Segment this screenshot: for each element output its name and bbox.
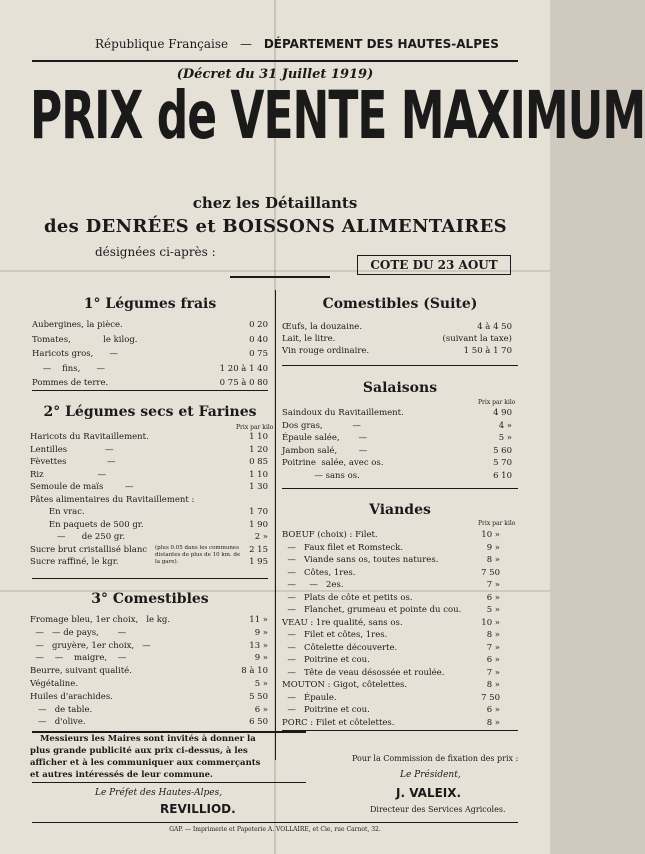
comestible-row	[30, 705, 268, 718]
viande-row	[282, 580, 500, 593]
viande-label: — Côtelette découverte.	[282, 642, 398, 653]
comestible-label: — de table.	[30, 704, 93, 715]
comestible-price: 8 à 10	[241, 666, 268, 677]
comestible-label: Fromage bleu, 1er choix, le kg.	[30, 615, 171, 625]
legume-sec-label: En vrac.	[30, 507, 85, 517]
comestible-price: 9 »	[254, 627, 268, 638]
legume-sec-price: 0 85	[249, 457, 268, 467]
viande-price: 8 »	[486, 717, 500, 728]
comestible-price: 5 »	[254, 679, 268, 689]
legume-sec-label: Sucre raffiné, le kgr.	[30, 557, 119, 567]
legume-sec-label: — de 250 gr.	[30, 532, 126, 542]
legume-sec-row	[30, 507, 268, 520]
comestible-label: — d'olive.	[30, 717, 86, 728]
prefect-role: Le Préfet des Hautes-Alpes,	[95, 788, 223, 798]
legume-frais-price: 1 20 à 1 40	[219, 363, 268, 374]
legume-frais-row	[32, 364, 268, 379]
comestible-suite-price: 4 à 4 50	[477, 322, 512, 332]
legume-sec-label: Sucre brut cristallisé blanc	[30, 544, 148, 555]
prefect-name: REVILLIOD.	[160, 802, 236, 816]
rule-legumes-frais	[32, 390, 268, 391]
legume-sec-row	[30, 445, 268, 458]
viande-row	[282, 693, 500, 706]
comestible-price: 11 »	[249, 615, 268, 625]
viande-row	[282, 718, 500, 731]
rule-legumes-secs	[32, 578, 268, 579]
comestible-label: Beurre, suivant qualité.	[30, 666, 132, 677]
comestible-price: 5 50	[249, 691, 268, 702]
viande-row	[282, 568, 500, 581]
legume-sec-label: Riz —	[30, 469, 107, 480]
viande-row	[282, 643, 500, 656]
republic-label: République Française	[95, 37, 229, 51]
salaison-row	[282, 433, 512, 446]
header-rule	[32, 60, 518, 62]
legume-frais-price: 0 75 à 0 80	[219, 378, 268, 388]
legume-frais-row	[32, 320, 268, 335]
viande-label: — — 2es.	[282, 580, 344, 590]
viande-price: 10 »	[481, 617, 500, 628]
salaisons-unit: Prix par kilo	[478, 399, 516, 406]
legume-frais-price: 0 40	[249, 334, 268, 345]
viande-label: — Tête de veau désossée et roulée.	[282, 667, 445, 678]
notice-line-2: plus grande publicité aux prix ci-dessus, à les	[30, 746, 248, 756]
salaison-price: 5 70	[493, 458, 512, 468]
notice-line-1: Messieurs les Maires sont invités à donner la	[40, 734, 256, 744]
viande-row	[282, 618, 500, 631]
legume-sec-price: 1 70	[249, 507, 268, 517]
rule-comestibles-suite	[282, 365, 518, 366]
legume-sec-price: 1 30	[249, 482, 268, 492]
comestible-row	[30, 717, 268, 730]
viande-row	[282, 668, 500, 681]
salaison-row	[282, 471, 512, 484]
legume-sec-label: Semoule de maïs —	[30, 482, 134, 492]
viande-row	[282, 555, 500, 568]
viande-price: 8 »	[486, 630, 500, 640]
viande-price: 8 »	[486, 555, 500, 565]
viande-price: 9 »	[486, 542, 500, 553]
salaison-price: 5 60	[493, 445, 512, 456]
section-comestibles-suite: Comestibles (Suite)	[322, 296, 478, 312]
comestible-suite-label: Lait, le litre.	[282, 334, 336, 344]
header-dash: —	[239, 37, 252, 51]
section-salaisons: Salaisons	[362, 380, 438, 396]
viande-label: — Plats de côte et petits os.	[282, 592, 413, 603]
comestible-label: Huiles d'arachides.	[30, 691, 113, 702]
president-name: J. VALEIX.	[396, 786, 462, 800]
salaison-price: 5 »	[498, 433, 512, 443]
viande-price: 7 50	[481, 692, 500, 703]
viandes-unit: Prix par kilo	[478, 520, 516, 527]
salaison-label: Dos gras, —	[282, 420, 361, 431]
legume-sec-row	[30, 532, 268, 545]
comestible-suite-price: 1 50 à 1 70	[463, 346, 512, 356]
viande-price: 6 »	[486, 655, 500, 665]
salaison-row	[282, 458, 512, 471]
subtitle-denrees: des DENRÉES et BOISSONS ALIMENTAIRES	[44, 216, 507, 237]
viande-row	[282, 630, 500, 643]
comestible-suite-label: Vin rouge ordinaire.	[282, 346, 370, 356]
column-divider	[275, 290, 276, 760]
comestible-row	[30, 653, 268, 666]
comestible-row	[30, 628, 268, 641]
legume-sec-row	[30, 482, 268, 495]
comestible-row	[30, 641, 268, 654]
legume-sec-label: Fèvettes —	[30, 457, 116, 467]
viande-price: 7 »	[486, 642, 500, 653]
comestible-suite-price: (suivant la taxe)	[442, 334, 512, 344]
viande-label: — Poitrine et cou.	[282, 655, 370, 665]
comestible-price: 13 »	[249, 640, 268, 651]
salaison-row	[282, 446, 512, 459]
comestible-price: 6 50	[249, 717, 268, 728]
salaison-row	[282, 421, 512, 434]
comestible-price: 6 »	[254, 704, 268, 715]
viande-label: PORC : Filet et côtelettes.	[282, 717, 395, 728]
comestible-label: — — maigre, —	[30, 653, 127, 664]
comestible-suite-row	[282, 346, 512, 358]
commission-line: Pour la Commission de fixation des prix :	[352, 754, 519, 763]
viande-label: MOUTON : Gigot, côtelettes.	[282, 680, 408, 690]
section-legumes-frais: 1° Légumes frais	[83, 296, 217, 312]
legume-sec-row	[30, 457, 268, 470]
legume-frais-label: Pommes de terre.	[32, 378, 109, 388]
cote-date-box: COTE DU 23 AOUT	[357, 255, 511, 275]
rule-footer	[32, 822, 518, 823]
rule-salaisons	[282, 488, 518, 489]
viande-label: — Viande sans os, toutes natures.	[282, 555, 439, 565]
legume-sec-row	[30, 520, 268, 533]
legume-sec-row	[30, 495, 268, 508]
legume-frais-label: Aubergines, la pièce.	[32, 320, 123, 330]
salaison-label: Jambon salé, —	[282, 445, 368, 456]
rule-notice-bottom	[32, 782, 306, 783]
salaison-price: 4 »	[498, 420, 512, 431]
comestible-row	[30, 692, 268, 705]
viande-label: — Filet et côtes, 1res.	[282, 630, 388, 640]
legume-frais-row	[32, 349, 268, 364]
viande-price: 6 »	[486, 705, 500, 715]
viande-label: BOEUF (choix) : Filet.	[282, 530, 378, 540]
legume-sec-price: 1 10	[249, 432, 268, 442]
legume-sec-price: 2 15	[249, 544, 268, 555]
viande-label: — Côtes, 1res.	[282, 567, 356, 578]
viande-row	[282, 655, 500, 668]
comestible-label: — — de pays, —	[30, 627, 127, 638]
printer-line: GAP. — Imprimerie et Papeterie A. VOLLAIRE, et Cie, rue Carnot, 32.	[169, 826, 381, 833]
comestible-price: 9 »	[254, 653, 268, 664]
comestible-suite-label: Œufs, la douzaine.	[282, 322, 363, 332]
comestible-row	[30, 615, 268, 628]
section-legumes-secs: 2° Légumes secs et Farines	[43, 404, 257, 420]
comestible-label: — gruyère, 1er choix, —	[30, 640, 151, 651]
subtitle-detaillants: chez les Détaillants	[192, 194, 358, 212]
legume-sec-price: 2 »	[254, 532, 268, 542]
legume-frais-price: 0 75	[249, 349, 268, 359]
title-rule	[230, 276, 330, 278]
department-label: DÉPARTEMENT DES HAUTES-ALPES	[263, 37, 499, 51]
notice-line-4: et autres intéressés de leur commune.	[30, 770, 214, 780]
viande-label: — Flanchet, grumeau et pointe du cou.	[282, 605, 462, 615]
viande-row	[282, 593, 500, 606]
section-viandes: Viandes	[369, 502, 431, 518]
viande-row	[282, 543, 500, 556]
salaison-label: Saindoux du Ravitaillement.	[282, 408, 404, 418]
viande-row	[282, 680, 500, 693]
comestible-label: Végétaline.	[30, 679, 78, 689]
viande-label: VEAU : 1re qualité, sans os.	[282, 617, 403, 628]
comestible-suite-row	[282, 334, 512, 346]
legume-sec-row	[30, 432, 268, 445]
legume-sec-price: 1 95	[249, 557, 268, 567]
legume-sec-label: Haricots du Ravitaillement.	[30, 432, 149, 442]
rule-notice-top	[32, 731, 306, 733]
subtitle-designees: désignées ci-après :	[95, 245, 216, 259]
legume-frais-label: — fins, —	[32, 363, 106, 374]
comestible-row	[30, 679, 268, 692]
viande-row	[282, 605, 500, 618]
viande-label: — Épaule.	[282, 692, 337, 703]
viande-price: 7 »	[486, 667, 500, 678]
legumes-secs-unit: Prix par kilo	[236, 424, 274, 431]
sugar-note: (plus 0.05 dans les communes distantes de plus de 10 km. de la gare).	[155, 545, 241, 565]
legume-sec-price: 1 90	[249, 519, 268, 530]
rule-viandes	[282, 730, 518, 731]
decree: (Décret du 31 Juillet 1919)	[176, 67, 374, 82]
legume-sec-price: 1 10	[249, 469, 268, 480]
comestible-suite-row	[282, 322, 512, 334]
viande-price: 7 50	[481, 567, 500, 578]
legume-frais-label: Haricots gros, —	[32, 349, 119, 359]
legume-sec-label: Pâtes alimentaires du Ravitaillement :	[30, 494, 195, 505]
viande-price: 8 »	[486, 680, 500, 690]
viande-price: 10 »	[481, 530, 500, 540]
legume-frais-label: Tomates, le kilog.	[32, 334, 138, 345]
president-title: Directeur des Services Agricoles.	[370, 805, 506, 814]
viande-label: — Poitrine et cou.	[282, 705, 370, 715]
viande-row	[282, 530, 500, 543]
salaison-price: 6 10	[493, 470, 512, 481]
salaison-price: 4 90	[493, 408, 512, 418]
viande-label: — Faux filet et Romsteck.	[282, 542, 404, 553]
comestible-row	[30, 666, 268, 679]
legume-sec-label: Lentilles —	[30, 444, 114, 455]
viande-price: 6 »	[486, 592, 500, 603]
salaison-label: Poitrine salée, avec os.	[282, 458, 384, 468]
salaison-label: — sans os.	[282, 470, 360, 481]
legume-frais-row	[32, 335, 268, 350]
section-comestibles: 3° Comestibles	[91, 591, 209, 607]
header-line	[95, 37, 499, 51]
page-title: PRIX de VENTE MAXIMUM	[30, 78, 645, 155]
president-role: Le Président,	[400, 770, 461, 780]
viande-row	[282, 705, 500, 718]
viande-price: 7 »	[486, 580, 500, 590]
legume-frais-price: 0 20	[249, 320, 268, 330]
legume-sec-row	[30, 470, 268, 483]
notice-line-3: afficher et à les communiquer aux commerçants	[30, 758, 261, 768]
salaison-label: Épaule salée, —	[282, 433, 367, 443]
legume-sec-label: En paquets de 500 gr.	[30, 519, 144, 530]
salaison-row	[282, 408, 512, 421]
viande-price: 5 »	[486, 605, 500, 615]
legume-sec-price: 1 20	[249, 444, 268, 455]
